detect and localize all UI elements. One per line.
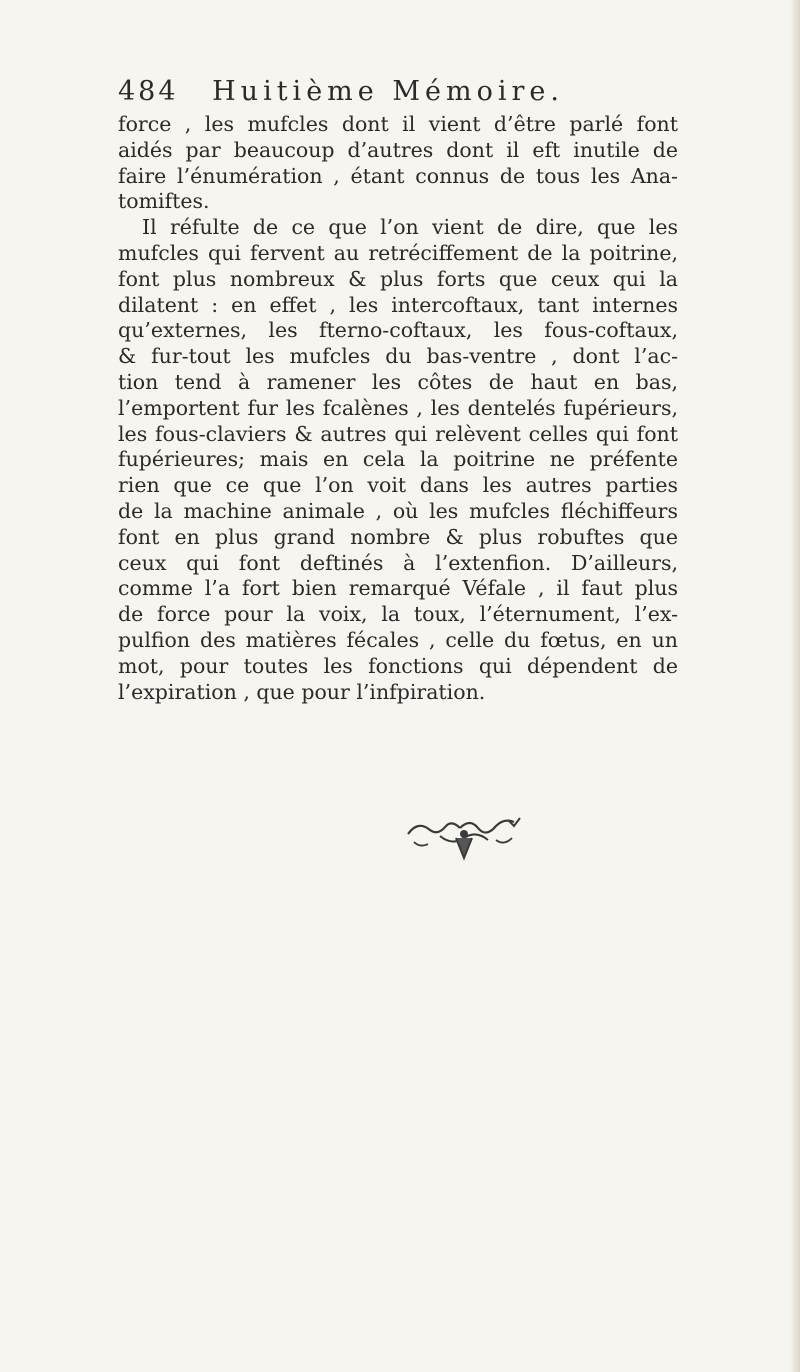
page-number: 484 [118,76,179,107]
text-line: de force pour la voix, la toux, l’éternument, l’ex- [118,602,678,627]
text-line: tion tend à ramener les côtes de haut en bas, [118,369,678,394]
text-line: font plus nombreux & plus forts que ceux qui la [118,266,678,291]
text-line: ceux qui font deftinés à l’extenfion. D’ailleurs, [118,550,678,575]
text-line: mot, pour toutes les fonctions qui dépendent de [118,653,678,678]
text-line: les fous-claviers & autres qui relèvent celles qui font [118,421,678,446]
text-line: Il réfulte de ce que l’on vient de dire, que les [142,215,678,240]
text-line: pulfion des matières fécales , celle du fœtus, en un [118,627,678,652]
text-line: l’emportent fur les fcalènes , les dentelés fupérieurs, [118,395,678,420]
page-header [118,76,678,107]
text-line: dilatent : en effet , les intercoftaux, tant internes [118,292,678,317]
page-edge [790,0,800,1372]
text-line: comme l’a fort bien remarqué Véfale , il faut plus [118,576,678,601]
text-line: rien que ce que l’on voit dans les autres parties [118,473,678,498]
text-line: aidés par beaucoup d’autres dont il eft inutile de [118,137,678,162]
text-line: font en plus grand nombre & plus robuftes que [118,524,678,549]
text-line: de la machine animale , où les mufcles fléchiffeurs [118,498,678,523]
text-line: faire l’énumération , étant connus de tous les Ana- [118,163,678,188]
text-line: fupérieures; mais en cela la poitrine ne préfente [118,447,678,472]
text-line: mufcles qui fervent au retréciffement de la poitrine, [118,240,678,265]
text-line: qu’externes, les fterno-coftaux, les fous-coftaux, [118,318,678,343]
printer-fleuron-icon [400,812,530,862]
text-line: & fur-tout les mufcles du bas-ventre , dont l’ac- [118,344,678,369]
body-text [118,112,678,705]
running-title: Huitième Mémoire. [212,76,564,107]
text-line: l’expiration , que pour l’infpiration. [118,679,486,704]
text-line: tomiftes. [118,189,210,214]
text-line: force , les mufcles dont il vient d’être parlé font [118,112,678,136]
